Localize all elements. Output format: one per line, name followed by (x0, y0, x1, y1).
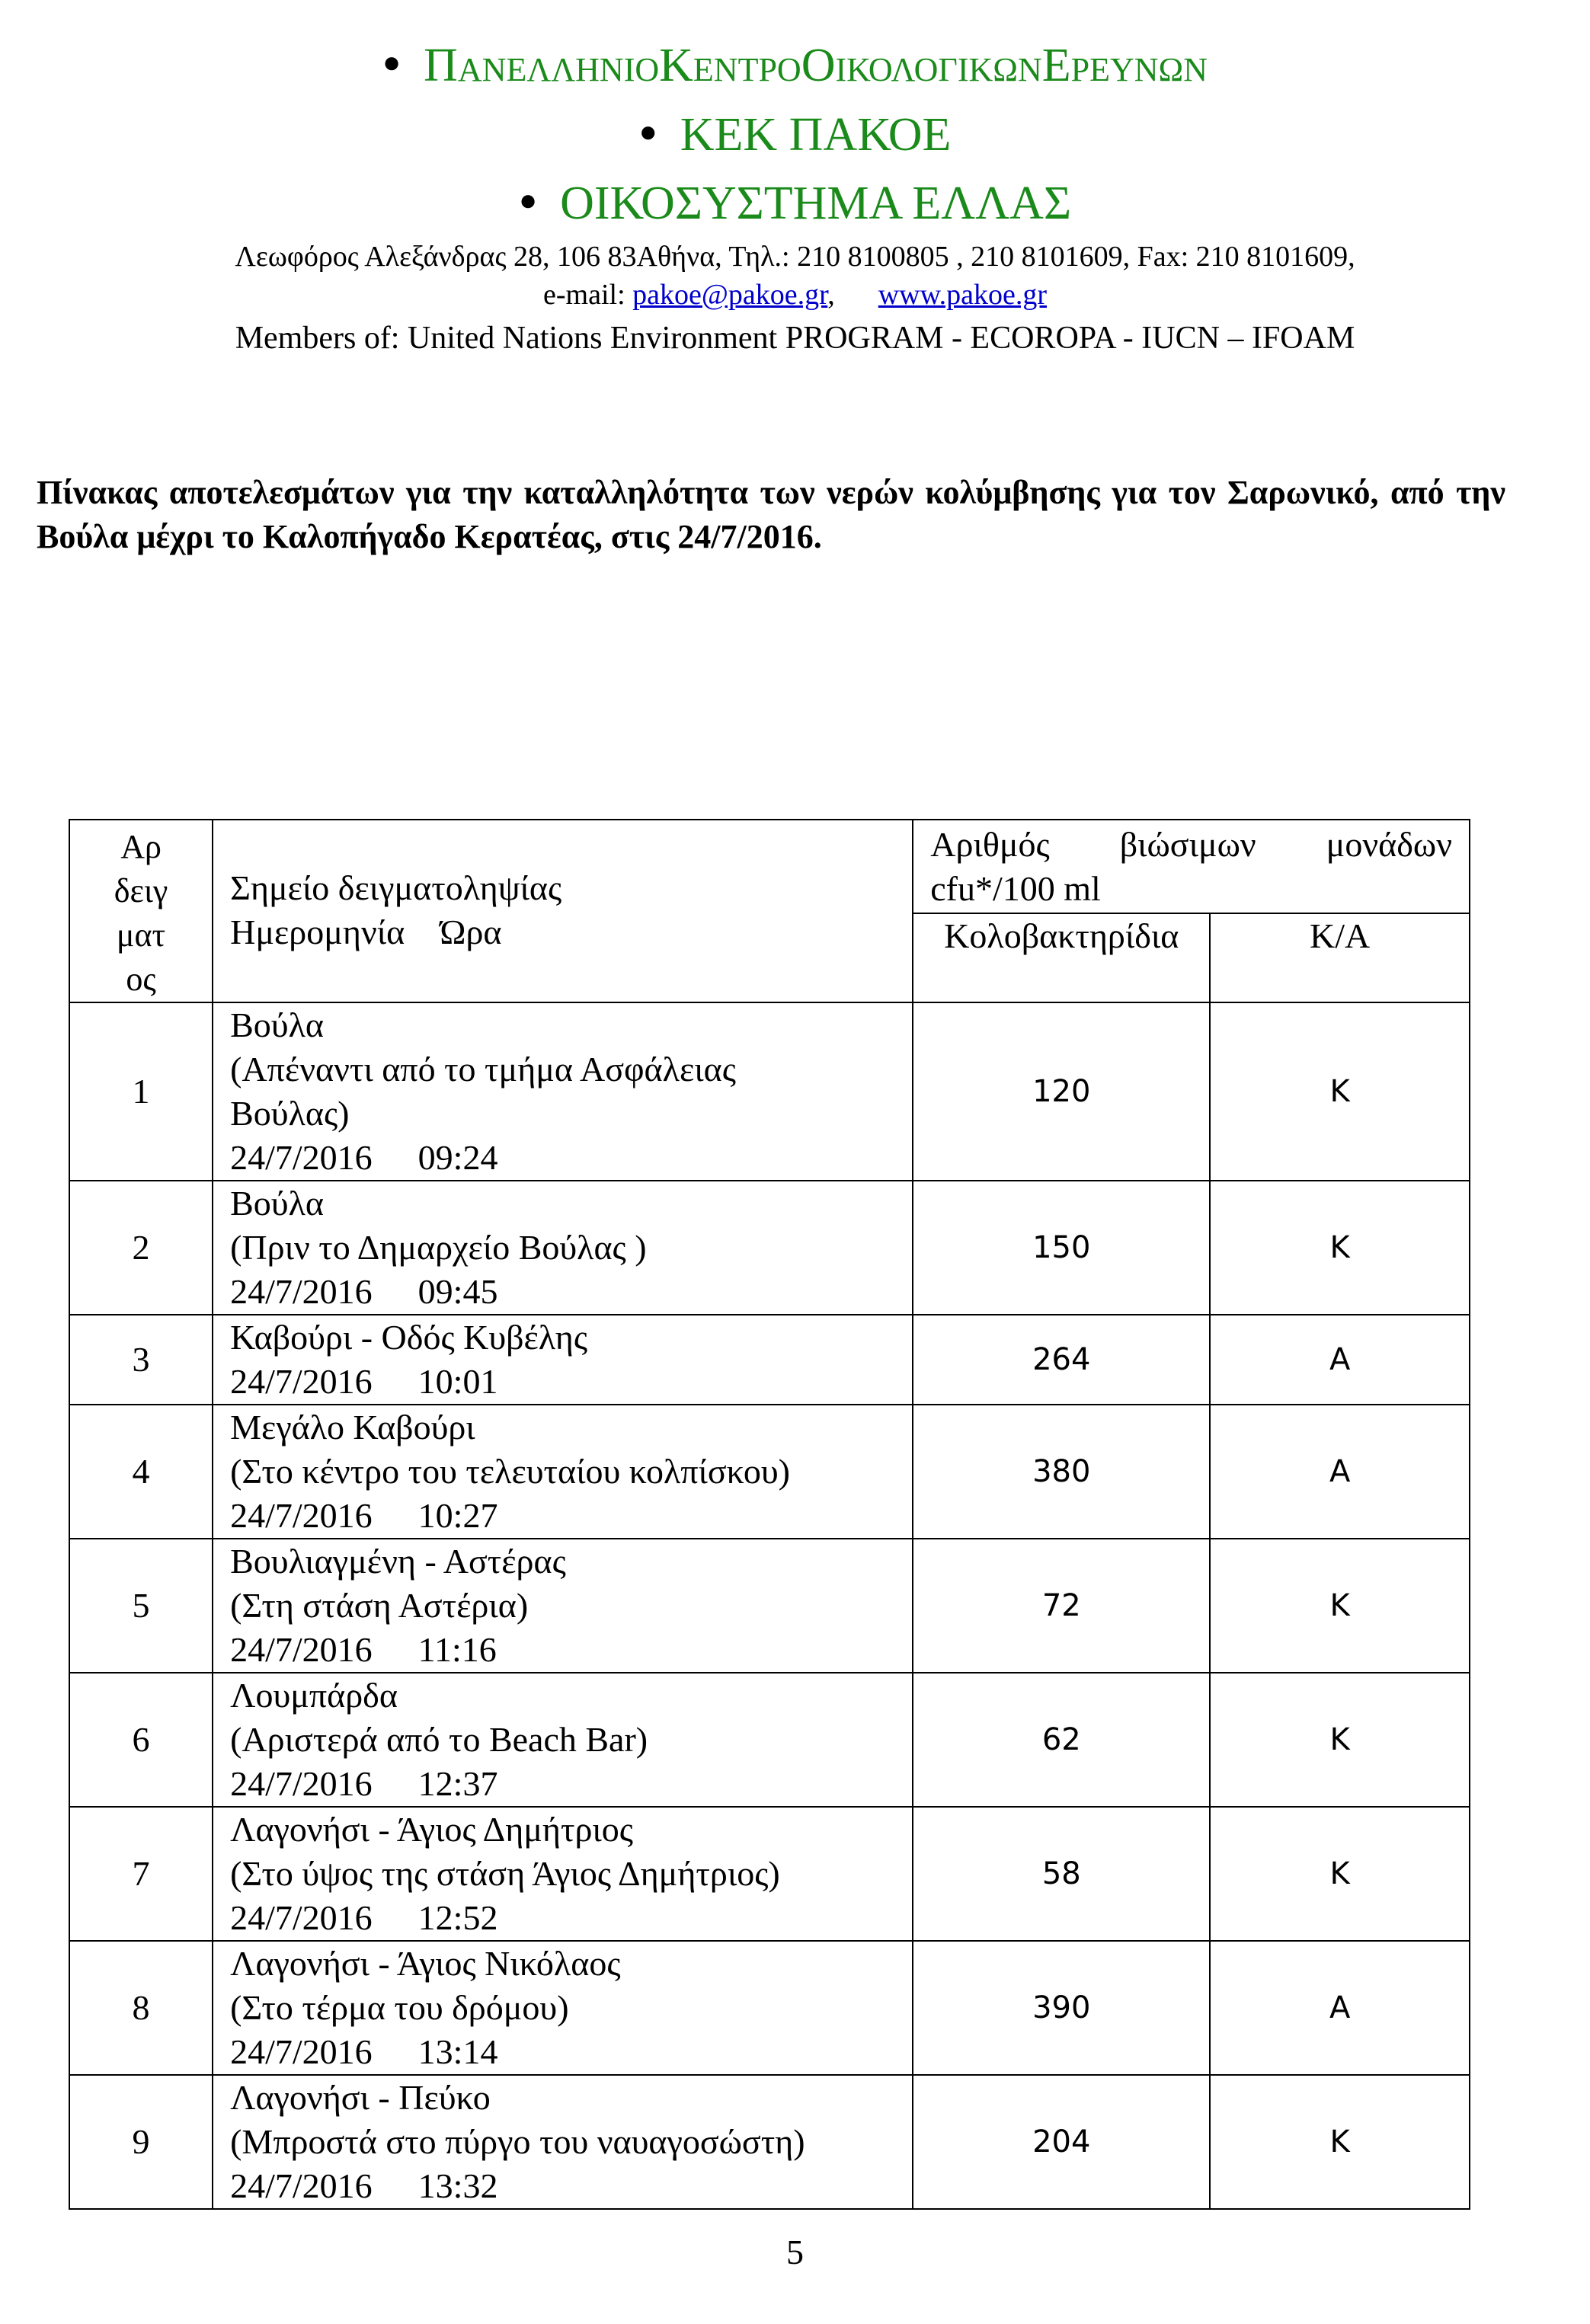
sample-date: 24/7/2016 (230, 1630, 373, 1669)
email-link[interactable]: pakoe@pakoe.gr (632, 279, 828, 311)
sampling-location (213, 1941, 913, 2075)
sample-date: 24/7/2016 (230, 1138, 373, 1177)
sampling-location (213, 1181, 913, 1315)
sample-datetime (230, 2164, 895, 2208)
suitability-code: Κ (1210, 2075, 1470, 2209)
location-text: (Στο ύψος της στάση Άγιος Δημήτριος) (230, 1854, 780, 1893)
sampling-location (213, 1315, 913, 1405)
document-title: Πίνακας αποτελεσμάτων για την καταλληλότητα των νερών κολύμβησης για τον Σαρωνικό, από την Βούλα μέχρι το Καλοπήγαδο Κερατέας, στις 24/7/2016. (37, 474, 1505, 555)
sample-date: 24/7/2016 (230, 1898, 373, 1937)
sample-time: 09:45 (417, 1272, 498, 1311)
sampling-location (213, 2075, 913, 2209)
sample-time: 11:16 (417, 1630, 497, 1669)
sample-time: 09:24 (417, 1138, 498, 1177)
table-row (69, 1405, 1470, 1539)
location-text: Βούλα (230, 1005, 324, 1044)
suitability-code: Α (1210, 1315, 1470, 1405)
letterhead (0, 30, 1590, 360)
sample-time: 13:14 (417, 2032, 498, 2071)
header-count: Αριθμός βιώσιμων μονάδων cfu*/100 ml (913, 820, 1470, 913)
sample-datetime (230, 1494, 895, 1538)
header-coliforms: Κολοβακτηρίδια (913, 913, 1210, 1002)
sample-number: 1 (69, 1002, 213, 1181)
sampling-location (213, 1405, 913, 1539)
header-ka: Κ/Α (1210, 913, 1470, 1002)
table-row (69, 1315, 1470, 1405)
sample-number: 4 (69, 1405, 213, 1539)
header-sample-number: Αρ δειγ ματ ος (69, 820, 213, 1002)
location-text: Βούλας) (230, 1094, 350, 1133)
sampling-location (213, 1539, 913, 1673)
location-text: (Πριν το Δημαρχείο Βούλας ) (230, 1228, 647, 1267)
location-text: (Στο τέρμα του δρόμου) (230, 1988, 569, 2027)
sample-date: 24/7/2016 (230, 1362, 373, 1401)
table-row (69, 2075, 1470, 2209)
address: Λεωφόρος Αλεξάνδρας 28, 106 83Αθήνα, Τηλ.: 210 8100805 , 210 8101609, Fax: 210 8101609, (235, 241, 1355, 273)
coliform-count: 264 (913, 1315, 1210, 1405)
suitability-code: Α (1210, 1941, 1470, 2075)
website-link[interactable]: www.pakoe.gr (878, 279, 1047, 311)
table-row (69, 1002, 1470, 1181)
bullet-icon: ● (638, 114, 657, 149)
sampling-location (213, 1002, 913, 1181)
sample-date: 24/7/2016 (230, 1496, 373, 1535)
suitability-code: Α (1210, 1405, 1470, 1539)
table-header-row (69, 820, 1470, 913)
header-location: Σημείο δειγματοληψίας Ημερομηνία Ώρα (213, 820, 913, 1002)
sample-number: 9 (69, 2075, 213, 2209)
suitability-code: Κ (1210, 1673, 1470, 1807)
sample-number: 2 (69, 1181, 213, 1315)
table-row (69, 1673, 1470, 1807)
location-text: (Μπροστά στο πύργο του ναυαγοσώστη) (230, 2122, 805, 2161)
coliform-count: 58 (913, 1807, 1210, 1941)
suitability-code: Κ (1210, 1181, 1470, 1315)
results-table (69, 819, 1470, 2210)
coliform-count: 62 (913, 1673, 1210, 1807)
coliform-count: 120 (913, 1002, 1210, 1181)
sample-datetime (230, 2030, 895, 2074)
sample-date: 24/7/2016 (230, 1272, 373, 1311)
sample-datetime (230, 1270, 895, 1314)
location-text: Λουμπάρδα (230, 1676, 398, 1715)
table-row (69, 1181, 1470, 1315)
sample-number: 7 (69, 1807, 213, 1941)
coliform-count: 390 (913, 1941, 1210, 2075)
ecosystem-label: ΟΙΚΟΣΥΣΤΗΜΑ ΕΛΛΑΣ (560, 177, 1072, 229)
sample-datetime (230, 1628, 895, 1672)
location-text: Βούλα (230, 1184, 324, 1223)
org-subtitle-ecosystem (0, 169, 1590, 238)
suitability-code: Κ (1210, 1002, 1470, 1181)
sample-datetime (230, 1136, 895, 1180)
memberships: Members of: United Nations Environment PROGRAM - ECOROPA - IUCN – IFOAM (235, 321, 1355, 356)
location-text: Λαγονήσι - Άγιος Δημήτριος (230, 1810, 634, 1849)
contact-line: e-mail: pakoe@pakoe.gr, www.pakoe.gr (543, 279, 1047, 311)
org-name-line (0, 30, 1590, 101)
table-row (69, 1807, 1470, 1941)
location-text: (Απέναντι από το τμήμα Ασφάλειας (230, 1050, 736, 1088)
sample-number: 3 (69, 1315, 213, 1405)
org-word: ΚΕΝΤΡΟ (659, 40, 801, 91)
kek-label: ΚΕΚ ΠΑΚΟΕ (680, 109, 952, 161)
org-word: ΟΙΚΟΛΟΓΙΚΩΝ (801, 40, 1042, 91)
location-text: (Στη στάση Αστέρια) (230, 1586, 529, 1625)
coliform-count: 150 (913, 1181, 1210, 1315)
suitability-code: Κ (1210, 1539, 1470, 1673)
sample-number: 6 (69, 1673, 213, 1807)
sample-date: 24/7/2016 (230, 1764, 373, 1803)
sample-date: 24/7/2016 (230, 2166, 373, 2205)
location-text: (Στο κέντρο του τελευταίου κολπίσκου) (230, 1452, 790, 1491)
table-row (69, 1539, 1470, 1673)
suitability-code: Κ (1210, 1807, 1470, 1941)
sample-number: 8 (69, 1941, 213, 2075)
sample-time: 10:01 (417, 1362, 498, 1401)
location-text: Λαγονήσι - Άγιος Νικόλαος (230, 1944, 621, 1983)
coliform-count: 380 (913, 1405, 1210, 1539)
table-row (69, 1941, 1470, 2075)
location-text: Βουλιαγμένη - Αστέρας (230, 1542, 566, 1581)
location-text: Καβούρι - Οδός Κυβέλης (230, 1318, 588, 1357)
sample-time: 12:52 (417, 1898, 498, 1937)
org-word: ΠΑΝΕΛΛΗΝΙΟ (424, 40, 660, 91)
sampling-location (213, 1673, 913, 1807)
sample-datetime (230, 1360, 895, 1404)
bullet-icon: ● (382, 45, 401, 79)
org-word: ΕΡΕΥΝΩΝ (1041, 40, 1208, 91)
sample-date: 24/7/2016 (230, 2032, 373, 2071)
sample-time: 12:37 (417, 1764, 498, 1803)
sample-datetime (230, 1762, 895, 1806)
coliform-count: 72 (913, 1539, 1210, 1673)
sampling-location (213, 1807, 913, 1941)
coliform-count: 204 (913, 2075, 1210, 2209)
sample-time: 13:32 (417, 2166, 498, 2205)
sample-time: 10:27 (417, 1496, 498, 1535)
location-text: Λαγονήσι - Πεύκο (230, 2078, 491, 2117)
location-text: Μεγάλο Καβούρι (230, 1408, 475, 1447)
org-subtitle-kek (0, 101, 1590, 169)
page-number: 5 (786, 2233, 804, 2271)
bullet-icon: ● (518, 183, 538, 217)
sample-datetime (230, 1896, 895, 1940)
location-text: (Αριστερά από το Beach Bar) (230, 1720, 648, 1759)
sample-number: 5 (69, 1539, 213, 1673)
